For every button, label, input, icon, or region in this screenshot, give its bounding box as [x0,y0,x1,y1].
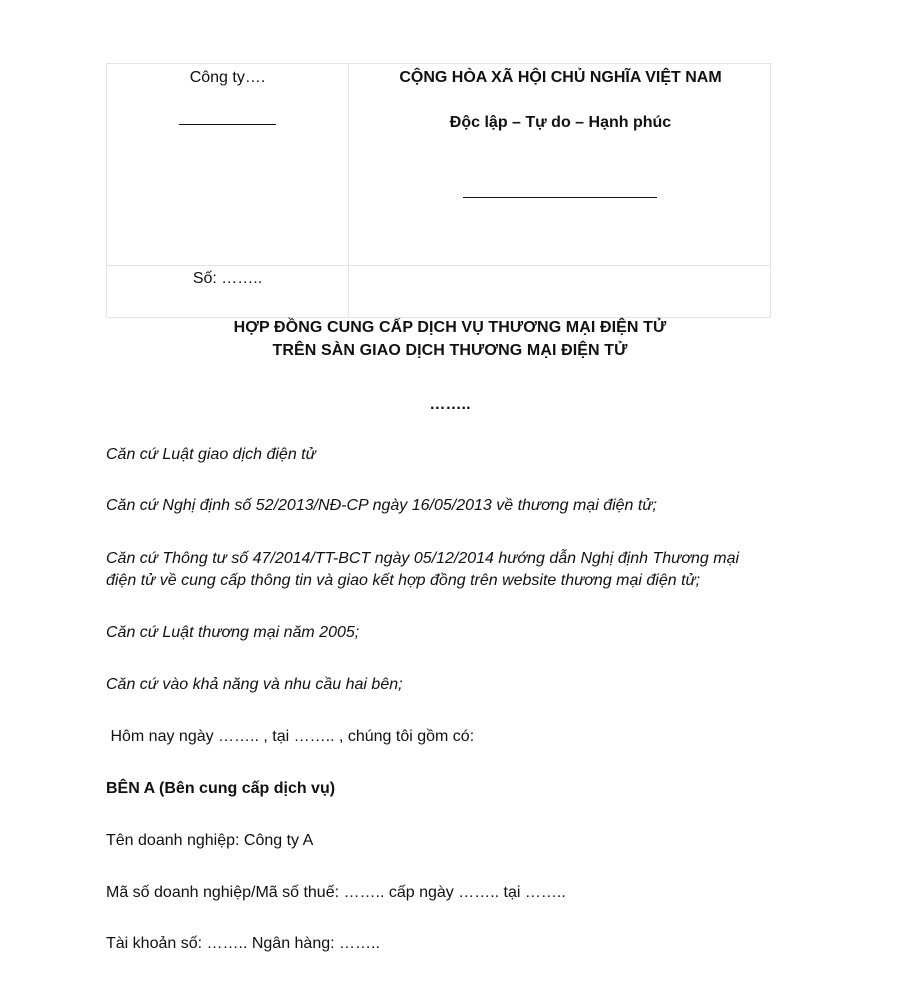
contract-title-line-2: TRÊN SÀN GIAO DỊCH THƯƠNG MẠI ĐIỆN TỬ [272,342,628,359]
legal-basis-3-line-2: điện tử về cung cấp thông tin và giao kết hợp đồng trên website thương mại điện tử; [106,572,701,589]
party-a-heading: BÊN A (Bên cung cấp dịch vụ) [106,780,336,797]
party-a-company-name: Tên doanh nghiệp: Công ty A [106,832,314,849]
header-table [106,63,771,318]
table-divider-horizontal [107,265,770,266]
legal-basis-2: Căn cứ Nghị định số 52/2013/NĐ-CP ngày 16/05/2013 về thương mại điện tử; [106,497,657,514]
company-name: Công ty…. [189,69,266,86]
party-a-account: Tài khoản số: …….. Ngân hàng: …….. [106,935,380,952]
legal-basis-3-line-1: Căn cứ Thông tư số 47/2014/TT-BCT ngày 05/12/2014 hướng dẫn Nghị định Thương mại [106,550,740,567]
intro-line: Hôm nay ngày …….. , tại …….. , chúng tôi gồm có: [106,728,475,745]
contract-title-line-1: HỢP ĐỒNG CUNG CẤP DỊCH VỤ THƯƠNG MẠI ĐIỆN TỬ [233,319,667,336]
contract-number-dots: …….. [429,396,471,413]
motto-underline [463,197,657,198]
document-number: Số: …….. [192,270,263,287]
national-motto: Độc lập – Tự do – Hạnh phúc [449,114,672,131]
legal-basis-5: Căn cứ vào khả năng và nhu cầu hai bên; [106,676,403,693]
table-divider-vertical [348,64,349,317]
legal-basis-1: Căn cứ Luật giao dịch điện tử [106,446,316,463]
party-a-tax-code: Mã số doanh nghiệp/Mã số thuế: …….. cấp ngày …….. tại …….. [106,884,566,901]
legal-basis-4: Căn cứ Luật thương mại năm 2005; [106,624,360,641]
company-underline [179,124,276,125]
national-title: CỘNG HÒA XÃ HỘI CHỦ NGHĨA VIỆT NAM [399,69,722,86]
